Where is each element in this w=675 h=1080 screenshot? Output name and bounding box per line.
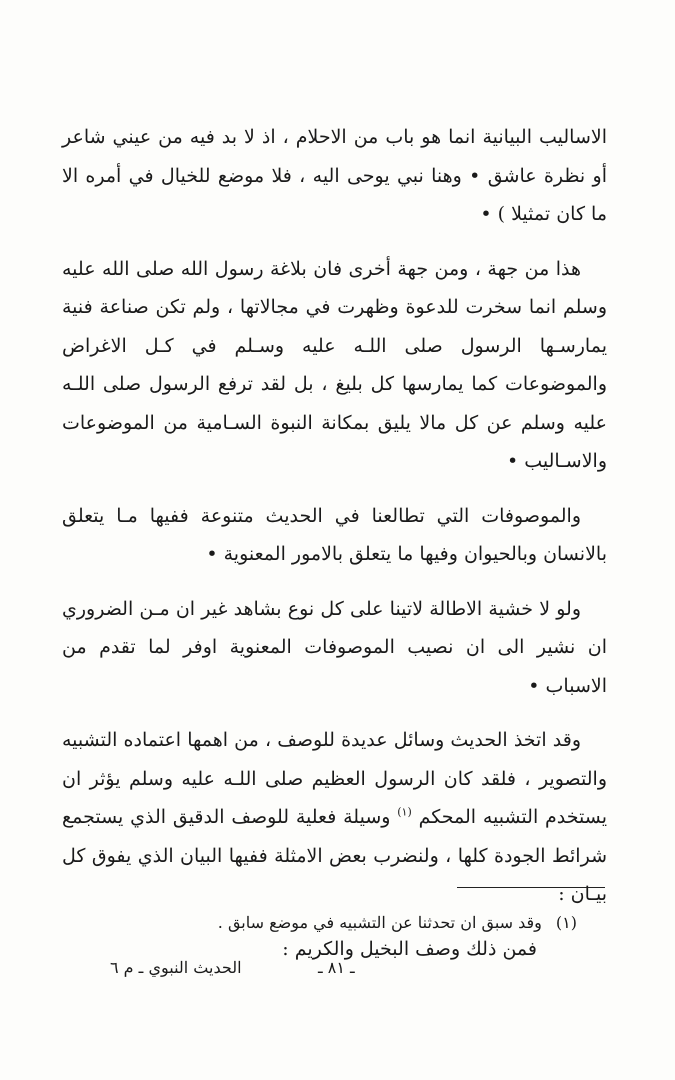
paragraph-5-after-ref: وسيلة فعلية للوصف الدقيق الذي يستجمع شرائط الجودة كلها ، ولنضرب بعض الامثلة ففيها البيان الذي يفوق كل بيـان : xyxy=(62,806,607,905)
footnote xyxy=(57,908,577,938)
paragraph-3: والموصوفات التي تطالعنا في الحديث متنوعة ففيها مـا يتعلق بالانسان وبالحيوان وفيها ما يتعلق بالامور المعنوية • xyxy=(62,504,607,565)
paragraph-5-before-ref: وقد اتخذ الحديث وسائل عديدة للوصف ، من اهمها اعتماده التشبيه والتصوير ، فلقد كان الرسول العظيم صلى اللـه عليه وسلم يؤثر ان يستخدم التشبيه المحكم xyxy=(62,729,607,828)
paragraph-6: فمن ذلك وصف البخيل والكريم : xyxy=(282,937,537,960)
footnote-number: (١) xyxy=(555,913,577,932)
footnote-separator xyxy=(457,887,605,888)
paragraph-2: هذا من جهة ، ومن جهة أخرى فان بلاغة رسول الله صلى الله عليه وسلم انما سخرت للدعوة وظهرت في مجالاتها ، ولم تكن صناعة فنية يمارسـها الرسول صلى اللـه عليه وسـلم في كـل الاغراض والموضوعات كما يمارسها كل بليغ ، بل لقد ترفع الرسول صلى اللـه عليه وسلم عن كل مالا يليق بمكانة النبوة السـامية من الموضوعات والاسـاليب • xyxy=(62,257,607,472)
footnote-text: وقد سبق ان تحدثنا عن التشبيه في موضع سابق . xyxy=(217,913,542,932)
paragraph-4: ولو لا خشية الاطالة لاتينا على كل نوع بشاهد غير ان مـن الضروري ان نشير الى ان نصيب الموصوفات المعنوية اوفر لما تقدم من الاسباب • xyxy=(62,597,607,697)
page-number: ـ ٨١ ـ xyxy=(318,958,355,977)
running-title: الحديث النبوي ـ م ٦ xyxy=(110,958,242,977)
paragraph-1: الاساليب البيانية انما هو باب من الاحلام ، اذ لا بد فيه من عيني شاعر أو نظرة عاشق • وهنا نبي يوحى اليه ، فلا موضع للخيال في أمره الا ما كان تمثيلا ) • xyxy=(62,126,607,225)
page-footer xyxy=(0,958,675,988)
main-text xyxy=(62,118,607,984)
footnote-reference: (١) xyxy=(397,805,412,819)
paragraph-5 xyxy=(62,721,607,914)
